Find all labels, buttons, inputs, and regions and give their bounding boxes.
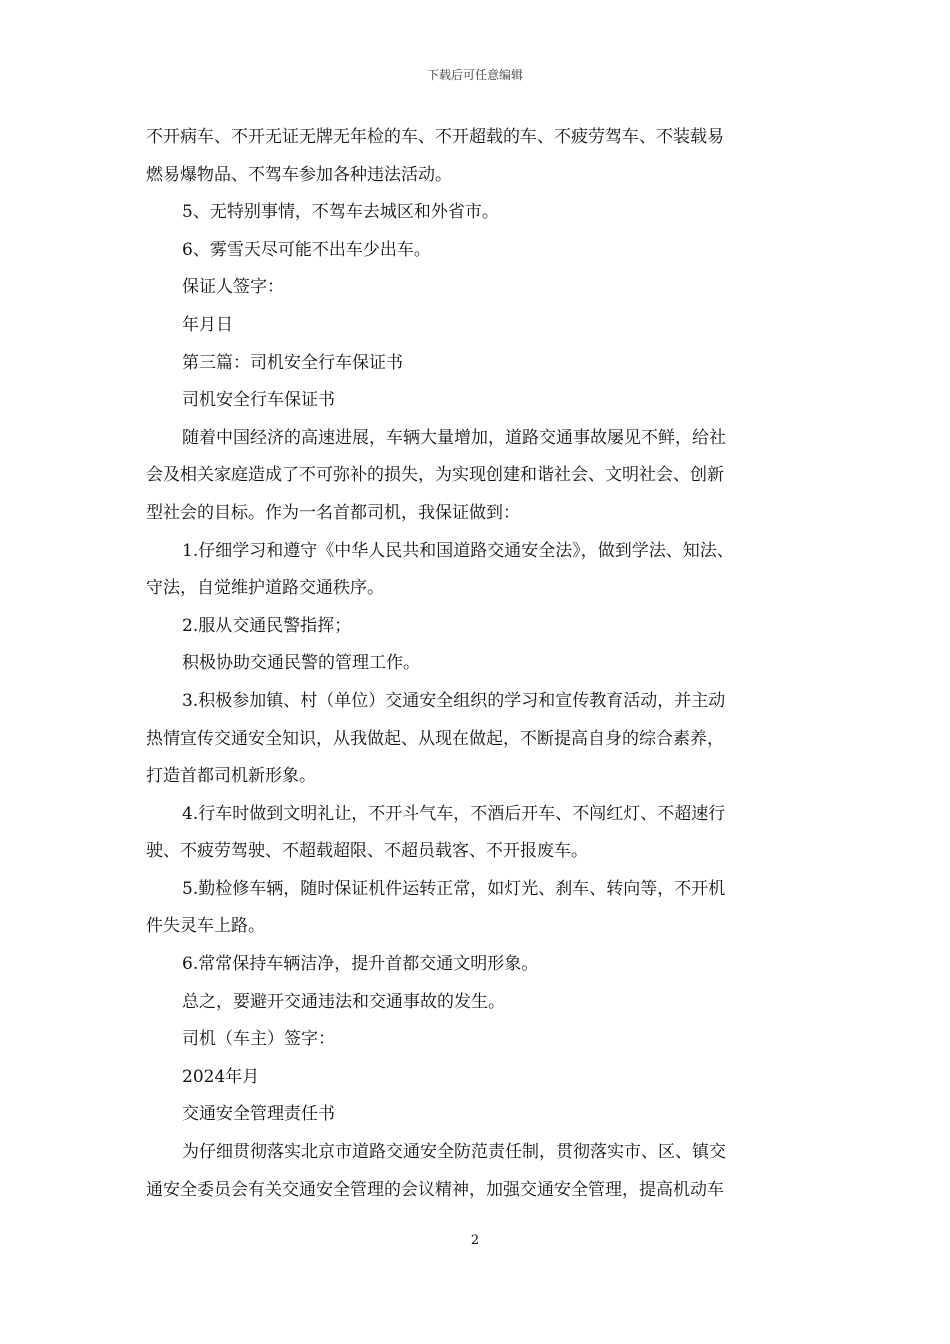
text-line: 2.服从交通民警指挥； (182, 615, 352, 636)
text-line: 不开病车、不开无证无牌无年检的车、不开超载的车、不疲劳驾车、不装载易 (146, 127, 724, 147)
text-line: 5.勤检修车辆，随时保证机件运转正常，如灯光、刹车、转向等，不开机 (182, 878, 726, 899)
page-header: 下载后可任意编辑 (426, 68, 523, 82)
text-line: 会及相关家庭造成了不可弥补的损失，为实现创建和谐社会、文明社会、创新 (146, 465, 724, 486)
text-line: 驶、不疲劳驾驶、不超载超限、不超员载客、不开报废车。 (146, 841, 588, 862)
text-line: 件失灵车上路。 (146, 916, 265, 937)
text-line: 5、无特别事情，不驾车去城区和外省市。 (182, 202, 499, 223)
text-line: 第三篇：司机安全行车保证书 (182, 352, 403, 373)
text-line: 2024年月 (182, 1066, 260, 1087)
page-number: 2 (470, 1233, 480, 1248)
text-line: 6.常常保持车辆洁净，提升首都交通文明形象。 (182, 954, 539, 975)
text-line: 保证人签字： (182, 277, 284, 298)
document-body (146, 119, 808, 1209)
text-line: 司机安全行车保证书 (182, 390, 335, 411)
text-line: 交通安全管理责任书 (182, 1104, 335, 1125)
text-line: 通安全委员会有关交通安全管理的会议精神，加强交通安全管理，提高机动车 (146, 1179, 724, 1200)
text-line: 司机（车主）签字： (182, 1029, 335, 1050)
text-line: 6、雾雪天尽可能不出车少出车。 (182, 239, 431, 260)
text-line: 总之，要避开交通违法和交通事故的发生。 (182, 991, 505, 1012)
text-line: 年月日 (182, 314, 233, 335)
text-line: 1.仔细学习和遵守《中华人民共和国道路交通安全法》，做到学法、知法、 (182, 540, 734, 561)
text-line: 随着中国经济的高速进展，车辆大量增加，道路交通事故屡见不鲜，给社 (182, 427, 726, 448)
text-line: 积极协助交通民警的管理工作。 (182, 653, 420, 674)
text-line: 为仔细贯彻落实北京市道路交通安全防范责任制，贯彻落实市、区、镇交 (182, 1142, 726, 1163)
text-line: 型社会的目标。作为一名首都司机，我保证做到： (146, 502, 520, 523)
text-line: 4.行车时做到文明礼让，不开斗气车，不酒后开车、不闯红灯、不超速行 (182, 803, 726, 824)
text-line: 守法，自觉维护道路交通秩序。 (146, 578, 384, 599)
text-line: 燃易爆物品、不驾车参加各种违法活动。 (146, 164, 452, 185)
text-line: 3.积极参加镇、村（单位）交通安全组织的学习和宣传教育活动，并主动 (182, 690, 726, 711)
text-line: 热情宣传交通安全知识，从我做起、从现在做起，不断提高自身的综合素养， (146, 728, 724, 749)
text-line: 打造首都司机新形象。 (146, 766, 316, 787)
